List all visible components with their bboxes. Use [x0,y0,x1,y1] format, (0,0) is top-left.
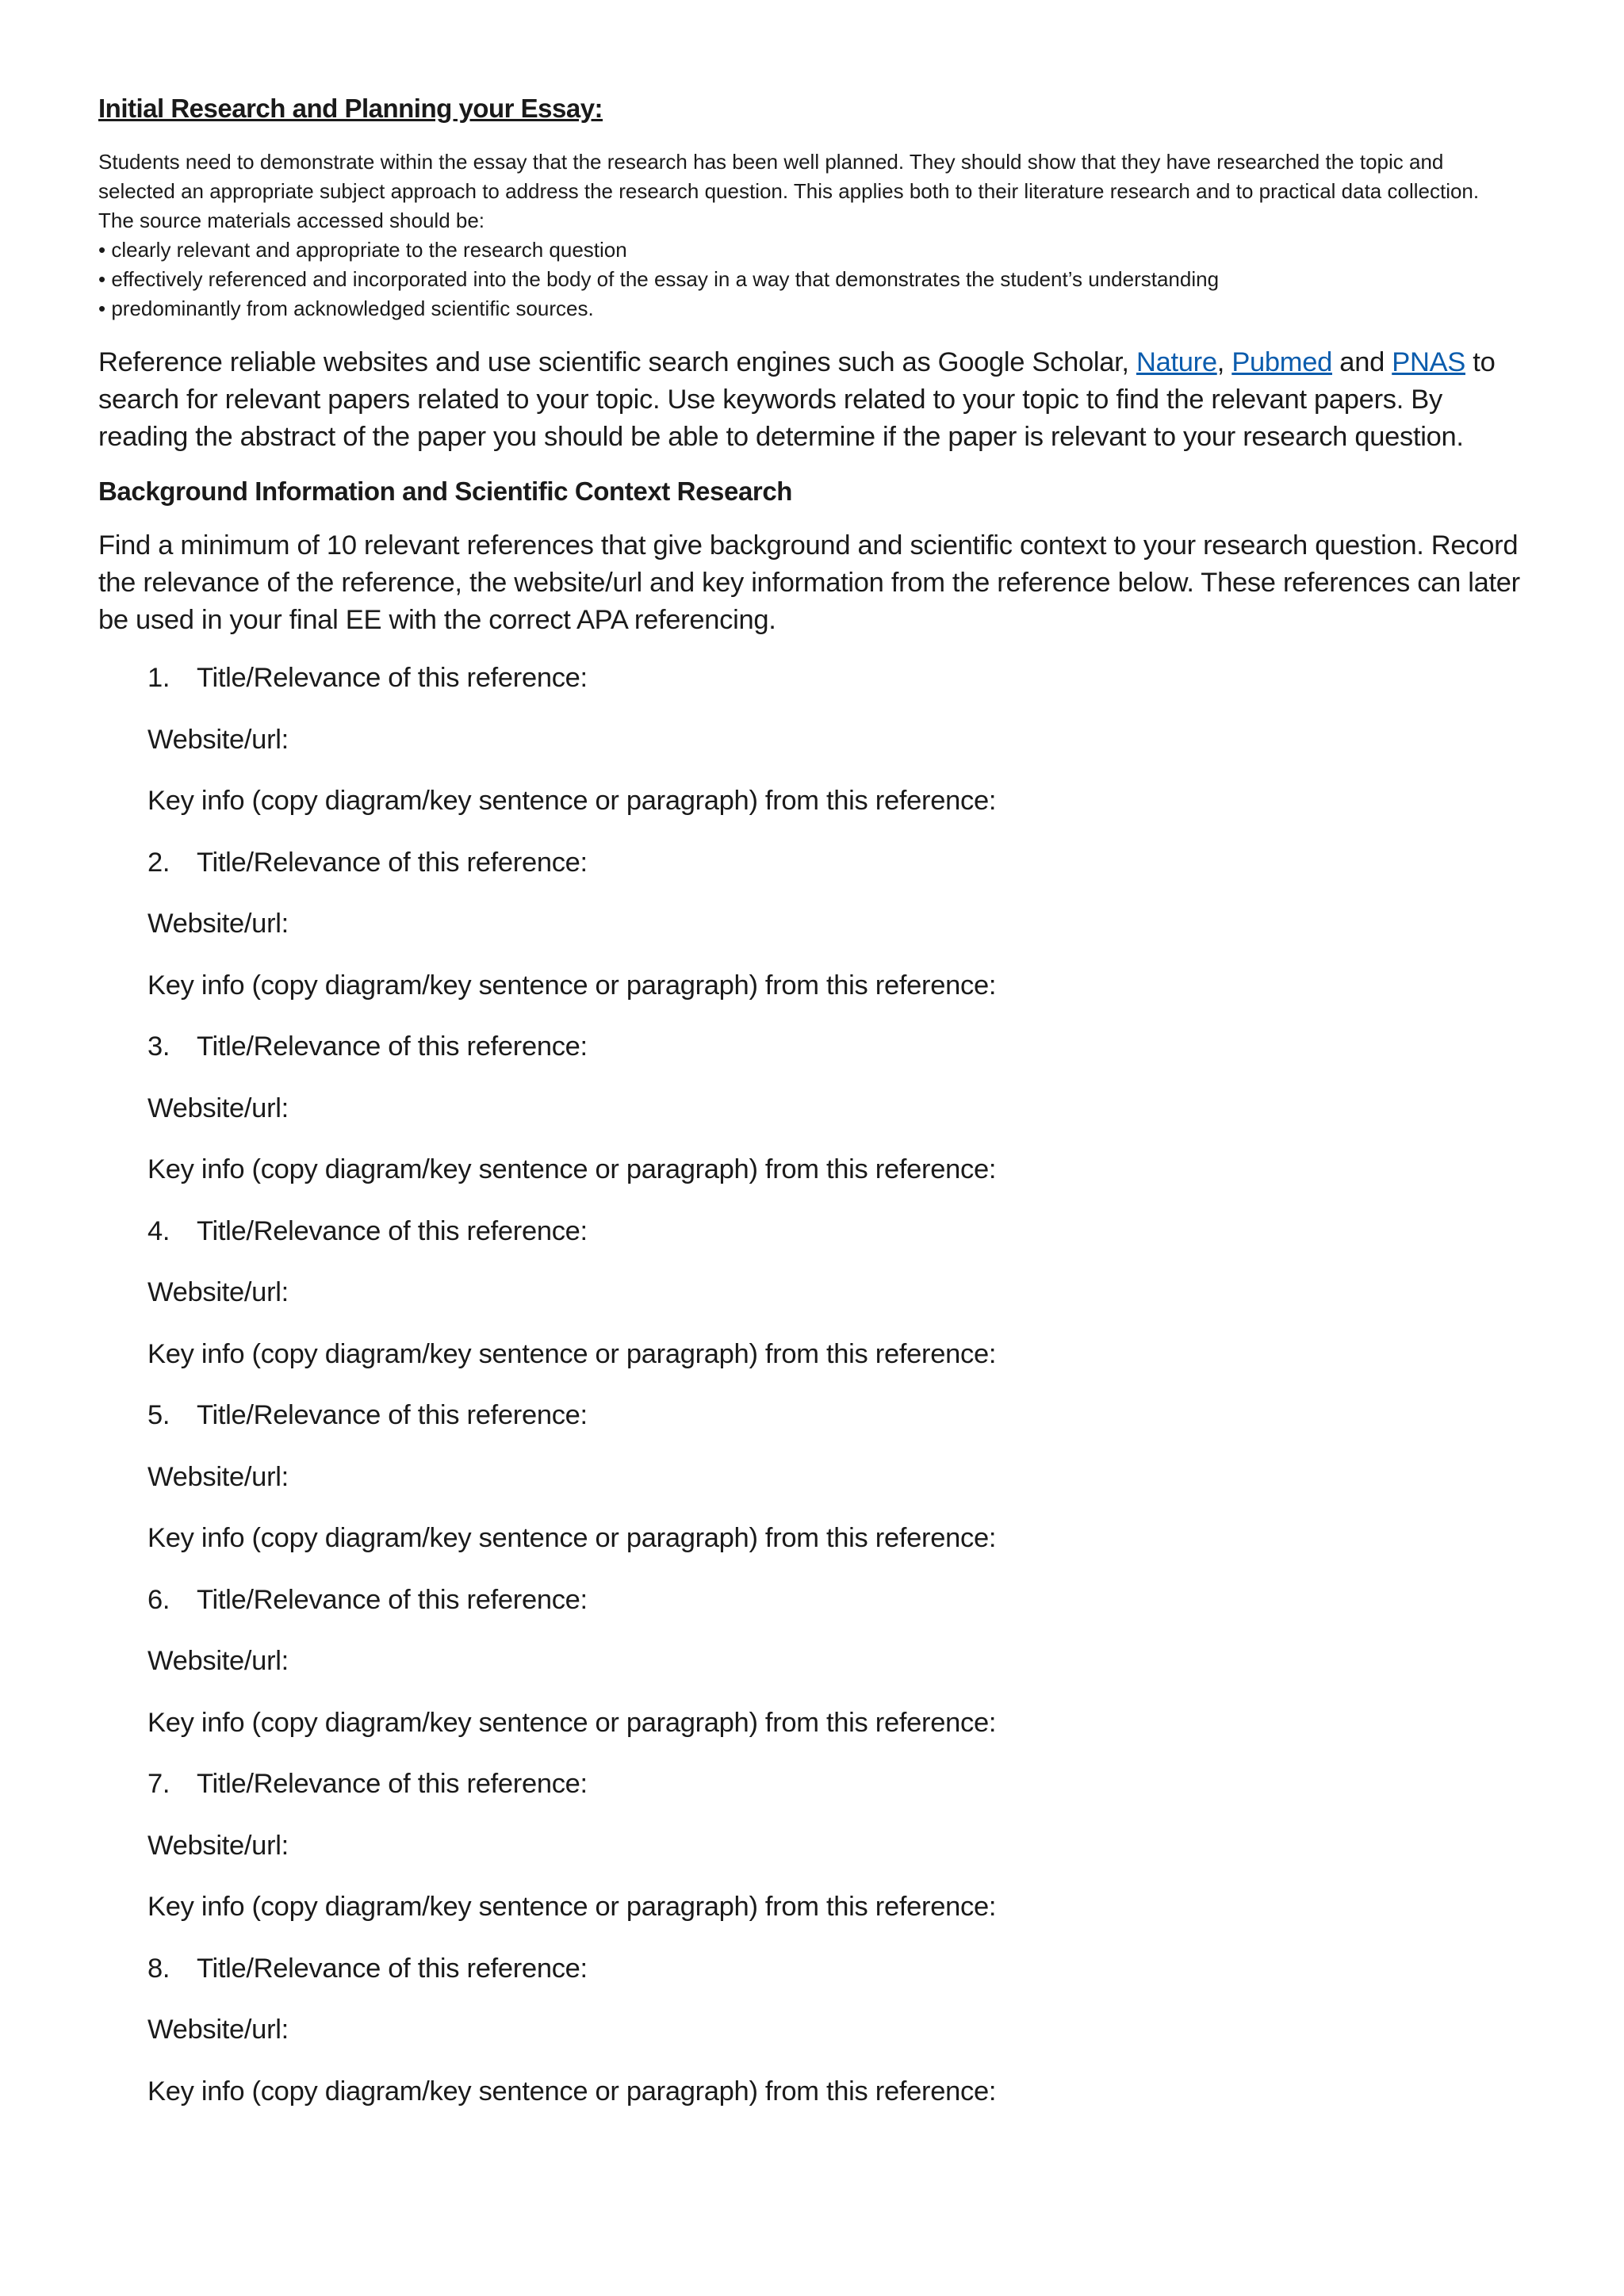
reference-keyinfo-label: Key info (copy diagram/key sentence or paragraph) from this reference: [147,1892,997,1922]
reference-keyinfo-label: Key info (copy diagram/key sentence or paragraph) from this reference: [147,1523,997,1553]
reference-entry [98,660,1526,844]
reference-number: 5. [147,1400,170,1430]
reference-title-label: Title/Relevance of this reference: [197,847,588,878]
reference-keyinfo-label: Key info (copy diagram/key sentence or paragraph) from this reference: [147,970,997,1001]
bullet-item: • predominantly from acknowledged scientific sources. [98,297,594,320]
reference-keyinfo-label: Key info (copy diagram/key sentence or paragraph) from this reference: [147,1154,997,1184]
bullet-item: • clearly relevant and appropriate to the research question [98,238,627,262]
reference-title-label: Title/Relevance of this reference: [197,663,588,693]
reference-website-label: Website/url: [147,2015,289,2045]
reference-entry [98,1397,1526,1582]
reference-entry [98,1028,1526,1213]
reference-number: 3. [147,1031,170,1062]
intro-paragraph: Students need to demonstrate within the essay that the research has been well planned. They should show that they have researched the topic and selected an appropriate subject approach to address the research question. This applies both to their literature research and to practical data collection. [98,150,1480,203]
separator-text: and [1332,347,1392,377]
reference-website-label: Website/url: [147,1830,289,1861]
reference-title-label: Title/Relevance of this reference: [197,1584,588,1615]
reference-entry [98,844,1526,1029]
reference-number: 2. [147,847,170,878]
reference-title-label: Title/Relevance of this reference: [197,1215,588,1246]
document-page [98,94,1526,2134]
reference-title-row [147,1766,1526,1827]
reference-title-label: Title/Relevance of this reference: [197,1769,588,1799]
reference-title-row [147,1213,1526,1275]
reference-website-label: Website/url: [147,1093,289,1123]
reference-keyinfo-label: Key info (copy diagram/key sentence or paragraph) from this reference: [147,1707,997,1738]
pnas-link[interactable]: PNAS [1392,347,1465,377]
reference-entry [98,1582,1526,1766]
nature-link[interactable]: Nature [1136,347,1217,377]
bullet-item: • effectively referenced and incorporated into the body of the essay in a way that demonstrates the student’s understanding [98,267,1220,291]
search-paragraph [98,344,1526,456]
source-intro: The source materials accessed should be: [98,209,485,232]
separator-text: , [1216,347,1232,377]
reference-number: 6. [147,1584,170,1615]
section-heading: Background Information and Scientific Context Research [98,476,793,506]
search-text-end: to search for relevant papers related to your topic. Use keywords related to your topic to find the relevant papers. By reading the abstract of the paper you should be able to determine if the paper is relevant to your research question. [98,347,1496,452]
reference-title-row [147,844,1526,906]
reference-number: 7. [147,1769,170,1799]
page-title: Initial Research and Planning your Essay: [98,94,603,123]
reference-entry [98,1950,1526,2135]
reference-entry [98,1213,1526,1398]
reference-title-label: Title/Relevance of this reference: [197,1031,588,1062]
search-text: Reference reliable websites and use scientific search engines such as Google Scholar, [98,347,1136,377]
reference-title-row [147,1950,1526,2012]
reference-title-row [147,1397,1526,1459]
instructions-paragraph: Find a minimum of 10 relevant references that give background and scientific context to your research question. Record the relevance of the reference, the website/url and key information from the reference below. These references can later be used in your final EE with the correct APA referencing. [98,530,1520,635]
intro-block [98,147,1526,323]
reference-title-label: Title/Relevance of this reference: [197,1400,588,1430]
reference-keyinfo-label: Key info (copy diagram/key sentence or paragraph) from this reference: [147,786,997,816]
reference-keyinfo-label: Key info (copy diagram/key sentence or paragraph) from this reference: [147,2076,997,2107]
reference-entry [98,1766,1526,1950]
reference-number: 8. [147,1953,170,1984]
reference-website-label: Website/url: [147,1646,289,1676]
reference-list [98,660,1526,2134]
reference-website-label: Website/url: [147,1461,289,1492]
reference-number: 1. [147,663,170,693]
reference-title-row [147,1582,1526,1644]
pubmed-link[interactable]: Pubmed [1231,347,1333,377]
reference-number: 4. [147,1215,170,1246]
reference-title-label: Title/Relevance of this reference: [197,1953,588,1984]
reference-title-row [147,660,1526,721]
reference-title-row [147,1028,1526,1090]
reference-keyinfo-label: Key info (copy diagram/key sentence or paragraph) from this reference: [147,1338,997,1369]
reference-website-label: Website/url: [147,909,289,939]
reference-website-label: Website/url: [147,724,289,755]
reference-website-label: Website/url: [147,1277,289,1307]
